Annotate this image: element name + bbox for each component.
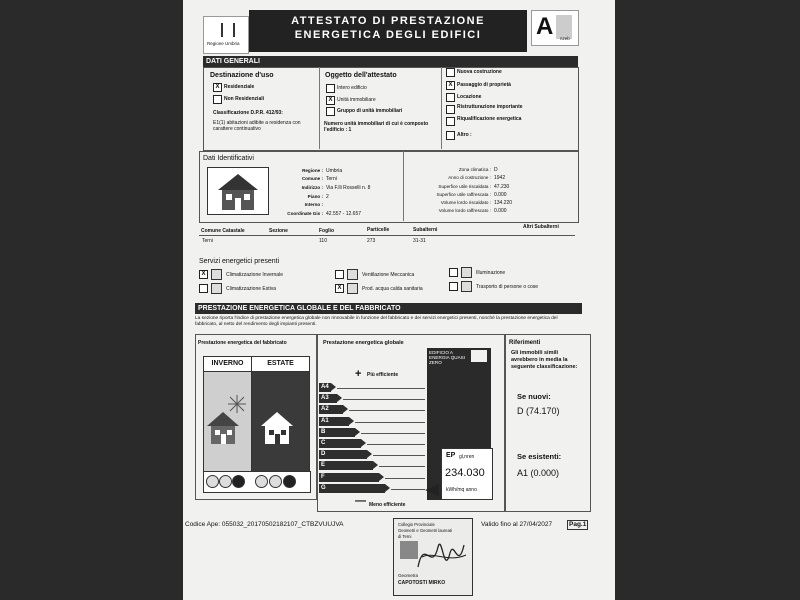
ep-unit: kWh/mq anno: [446, 487, 477, 493]
sad-face-icon: [283, 475, 296, 488]
signature-scribble: [414, 527, 470, 581]
document-title-banner: [249, 10, 527, 52]
page-number: Pag.1: [569, 521, 587, 528]
dati-identificativi-title: Dati Identificativi: [203, 155, 254, 162]
energy-class-bar: A4: [319, 383, 331, 392]
esistenti-value: A1 (0.000): [517, 468, 560, 478]
minus-icon: —: [355, 495, 366, 507]
house-winter-icon: [205, 410, 241, 444]
nuova-costruzione-checkbox[interactable]: [446, 68, 455, 77]
riferimenti-text: Gli immobili simili avrebbero in media la seguente classificazione:: [511, 350, 578, 370]
energy-class-bar: B: [319, 428, 355, 437]
numero-unita: Numero unità immobiliari di cui è composto l'edificio : 1: [324, 121, 429, 133]
catasto-table: [199, 224, 577, 248]
intero-label: Intero edificio: [337, 85, 367, 91]
indirizzo-value: Via F.lli Rosselli n. 8: [326, 185, 371, 191]
badge-letter: A: [536, 13, 554, 40]
sup-raff-label: Superfice utile raffrescata :: [436, 192, 491, 197]
lightbulb-icon: [461, 267, 472, 278]
piano-label: Piano :: [307, 194, 323, 199]
catasto-cell: 31-31: [413, 238, 426, 244]
coordinate-value: 42.557 - 12.657: [326, 211, 362, 217]
servizio-checkbox[interactable]: [449, 282, 458, 291]
vol-risc-value: 134.220: [494, 200, 513, 206]
energy-class-guide: [379, 466, 425, 467]
regione-label: Regione :: [302, 168, 323, 173]
ep-sub: gl,nren: [459, 454, 475, 460]
neutral-face-icon: [219, 475, 232, 488]
servizio-checkbox[interactable]: [199, 284, 208, 293]
sad-face-icon: [232, 475, 245, 488]
catasto-header: Altri Subalterni: [523, 224, 559, 230]
energy-class-bar: A3: [319, 394, 337, 403]
ristrutturazione-checkbox[interactable]: [446, 105, 455, 114]
document-page: [183, 0, 615, 600]
building-icon: [207, 167, 269, 215]
ristrutturazione-label: Ristrutturazione importante: [457, 104, 523, 110]
energy-class-guide: [343, 399, 425, 400]
air-conditioner-icon: [211, 283, 222, 294]
servizio-checkbox[interactable]: [335, 270, 344, 279]
anno-label: Anno di costruzione :: [448, 175, 491, 180]
stamp-role: Geometra: [398, 573, 419, 578]
servizio-label: Illuminazione: [476, 270, 506, 276]
globale-title: Prestazione energetica globale: [323, 340, 404, 346]
catasto-cell: Terni: [202, 238, 213, 244]
altro-checkbox[interactable]: [446, 131, 455, 140]
altro-label: Altro :: [457, 132, 472, 138]
zona-value: D: [494, 167, 498, 173]
energy-class-guide: [385, 478, 425, 479]
nzeb-marker-box: [471, 350, 487, 362]
region-logo: [203, 16, 249, 54]
badge-suffix: nzeb: [560, 36, 570, 41]
prestazione-intro: La sezione riporta l'indice di prestazione energetica globale non rinnovabile in funzione del fabbricato e dei servizi energetici presenti, nonché la prestazione energetica del fabbricato, al netto del rendimento degli impianti presenti.: [195, 316, 558, 327]
comune-value: Terni: [326, 176, 337, 182]
oggetto-heading: Oggetto dell'attestato: [325, 72, 397, 79]
servizio-label: Climatizzazione Estiva: [226, 286, 277, 292]
servizi-title: Servizi energetici presenti: [199, 258, 280, 265]
fan-icon: [347, 269, 358, 280]
servizio-checkbox[interactable]: X: [335, 284, 344, 293]
divider: [441, 67, 442, 149]
happy-face-icon: [255, 475, 268, 488]
energy-class-guide: [349, 410, 425, 411]
e1-description: E1(1) abitazioni adibite a residenza con carattere continuativo: [213, 120, 301, 132]
ep-value-box: [441, 448, 493, 500]
prestazione-title: PRESTAZIONE ENERGETICA GLOBALE E DEL FABBRICATO: [195, 303, 582, 314]
piano-value: 2: [326, 194, 329, 200]
codice-ape: Codice Ape: 055032_20170502182107_CTBZVUUJVA: [185, 521, 344, 528]
catasto-cell: 110: [319, 238, 327, 244]
gruppo-checkbox[interactable]: [326, 107, 335, 116]
residenziale-checkbox[interactable]: X: [213, 83, 222, 92]
locazione-checkbox[interactable]: [446, 93, 455, 102]
nuovi-value: D (74.170): [517, 406, 560, 416]
radiator-icon: [211, 269, 222, 280]
esistenti-label: Se esistenti:: [517, 452, 562, 461]
non-residenziale-label: Non Residenziali: [224, 96, 265, 102]
catasto-header: Particelle: [367, 227, 390, 233]
indirizzo-label: Indirizzo :: [301, 185, 323, 190]
stamp-line: di Terni: [398, 534, 412, 539]
inverno-label: INVERNO: [203, 356, 252, 372]
region-emblem-icon: [221, 23, 235, 37]
water-tap-icon: [347, 283, 358, 294]
plus-icon: +: [355, 368, 362, 380]
non-residenziale-checkbox[interactable]: [213, 95, 222, 104]
coordinate-label: Coordinate Gis :: [287, 211, 323, 216]
catasto-header: Foglio: [319, 228, 334, 234]
energy-class-guide: [373, 455, 425, 456]
catasto-header: Comune Catastale: [201, 228, 245, 234]
elevator-icon: [461, 281, 472, 292]
energy-class-guide: [367, 444, 425, 445]
energy-class-guide: [391, 489, 425, 490]
quasi-zero-label: EDIFICIO A ENERGIA QUASI ZERO: [429, 350, 465, 365]
intero-checkbox[interactable]: [326, 84, 335, 93]
ep-value: 234.030: [445, 467, 485, 479]
unita-label: Unità immobiliare: [337, 97, 376, 103]
comune-label: Comune :: [301, 176, 323, 181]
destinazione-heading: Destinazione d'uso: [210, 72, 274, 79]
sup-raff-value: 0.000: [494, 192, 507, 198]
meno-efficiente-label: Meno efficiente: [369, 502, 406, 508]
energy-class-guide: [355, 422, 425, 423]
energy-class-bar: A2: [319, 405, 343, 414]
sup-risc-label: Superfice utile riscaldata :: [438, 184, 491, 189]
servizio-checkbox[interactable]: [449, 268, 458, 277]
servizio-label: Prod. acqua calda sanitaria: [362, 286, 423, 292]
estate-label: ESTATE: [251, 356, 310, 372]
catasto-header: Subalterni: [413, 227, 438, 233]
gruppo-label: Gruppo di unità immobiliari: [337, 108, 403, 114]
sup-risc-value: 47.230: [494, 184, 510, 190]
riqualificazione-label: Riqualificazione energetica: [457, 116, 522, 122]
riferimenti-title: Riferimenti: [509, 340, 541, 346]
catasto-cell: 273: [367, 238, 376, 244]
servizio-label: Trasporto di persone o cose: [476, 284, 539, 290]
classificazione-label: Classificazione D.P.R. 412/93:: [213, 110, 283, 116]
vol-risc-label: Volume lordo riscaldato :: [440, 200, 491, 205]
passaggio-checkbox[interactable]: X: [446, 81, 455, 90]
servizio-label: Ventilazione Meccanica: [362, 272, 415, 278]
stamp-name: CAPOTOSTI MIRKO: [398, 580, 446, 586]
interno-label: Interno :: [304, 202, 323, 207]
neutral-face-icon: [269, 475, 282, 488]
servizio-checkbox[interactable]: X: [199, 270, 208, 279]
catasto-header: Sezione: [269, 228, 288, 234]
unita-checkbox[interactable]: X: [326, 96, 335, 105]
energy-class-bar: A1: [319, 417, 349, 426]
riqualificazione-checkbox[interactable]: [446, 117, 455, 126]
title-line-2: ENERGETICA DEGLI EDIFICI: [294, 29, 482, 41]
region-name: Regione Umbria: [207, 41, 240, 46]
title-line-1: ATTESTATO DI PRESTAZIONE: [291, 15, 485, 27]
vol-raff-value: 0.000: [494, 208, 507, 214]
piu-efficiente-label: Più efficiente: [367, 372, 399, 378]
nuovi-label: Se nuovi:: [517, 392, 551, 401]
energy-class-guide: [361, 433, 425, 434]
ep-label: EP: [446, 452, 456, 459]
energy-class-bar: D: [319, 450, 367, 459]
divider: [319, 67, 320, 149]
zona-label: Zona climatica :: [458, 167, 491, 172]
stamp-line: Collegio Provinciale: [398, 522, 435, 527]
servizio-label: Climatizzazione Invernale: [226, 272, 283, 278]
nuova-costruzione-label: Nuova costruzione: [457, 69, 502, 75]
divider: [403, 151, 404, 221]
regione-value: Umbria: [326, 168, 343, 174]
stamp-line: Geometri e Geometri laureati: [398, 528, 452, 533]
fabbricato-title: Prestazione energetica del fabbricato: [198, 340, 287, 346]
catasto-rule: [199, 235, 575, 236]
vol-raff-label: Volume lordo raffrescato :: [438, 208, 491, 213]
energy-class-bar: G: [319, 484, 385, 493]
nzeb-badge: [531, 10, 579, 46]
energy-class-bar: F: [319, 473, 379, 482]
energy-class-bar: E: [319, 461, 373, 470]
anno-value: 1942: [494, 175, 506, 181]
passaggio-label: Passaggio di proprietà: [457, 82, 511, 88]
professional-stamp: [393, 518, 473, 596]
house-summer-icon: [259, 410, 295, 444]
residenziale-label: Residenziale: [224, 84, 255, 90]
locazione-label: Locazione: [457, 94, 482, 100]
dati-generali-title: DATI GENERALI: [203, 56, 578, 67]
energy-class-bar: C: [319, 439, 361, 448]
ep-pointer-arrow: [425, 484, 439, 496]
happy-face-icon: [206, 475, 219, 488]
valido-fino: Valido fino al 27/04/2027: [481, 521, 553, 528]
energy-class-guide: [337, 388, 425, 389]
